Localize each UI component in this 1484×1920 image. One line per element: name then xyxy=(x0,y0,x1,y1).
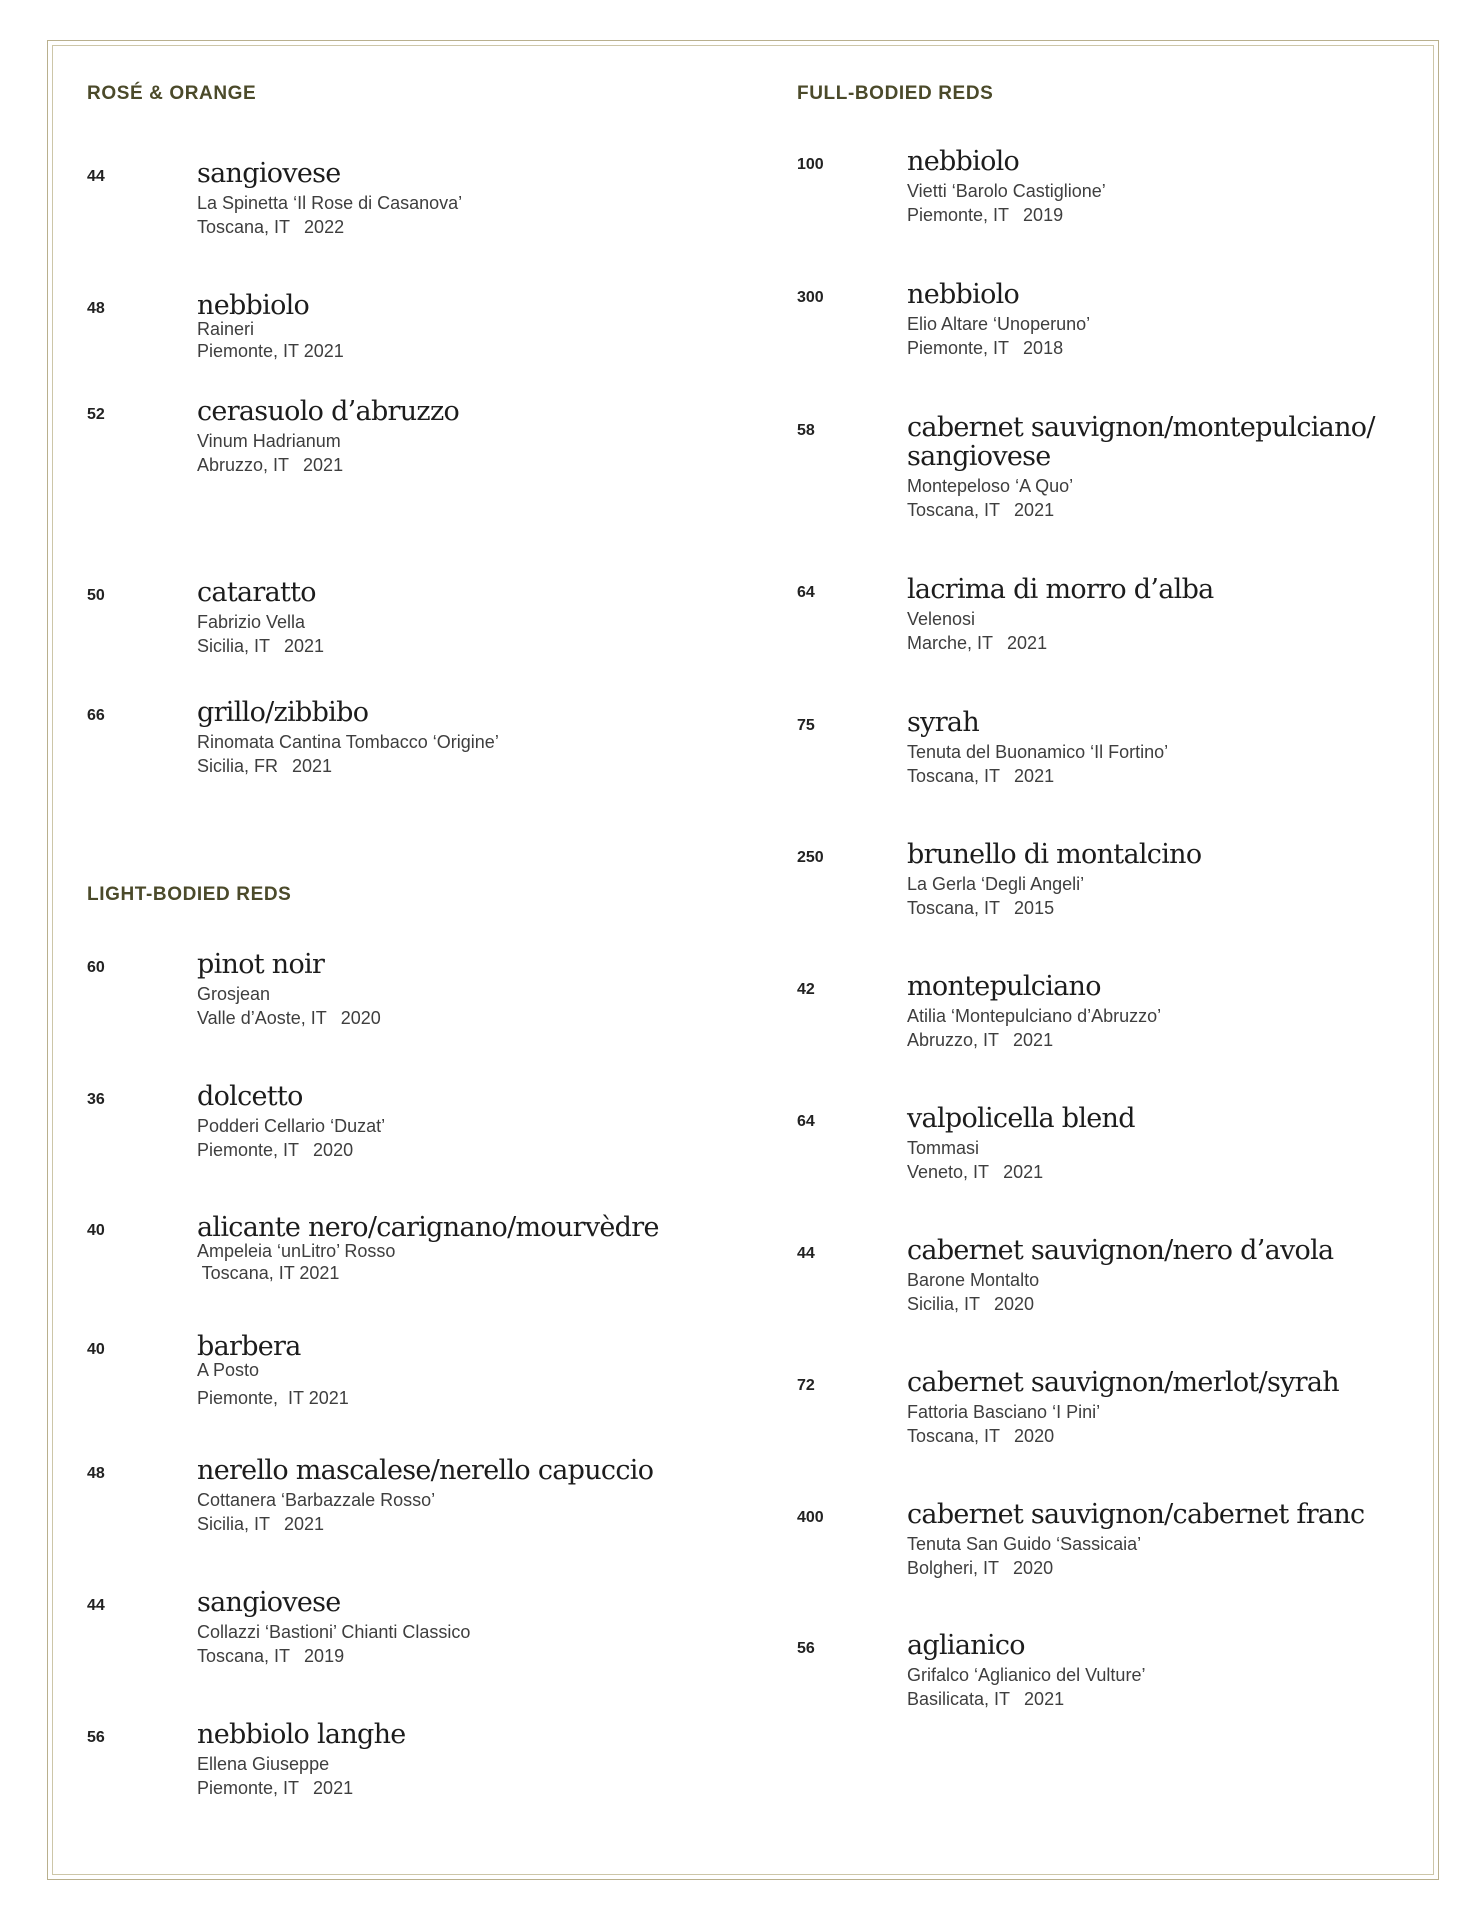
wine-grape: nerello mascalese/nerello capuccio xyxy=(197,1455,654,1486)
wine-origin xyxy=(197,634,727,658)
wine-vintage: 2021 xyxy=(1024,1689,1065,1709)
wine-producer: Grosjean xyxy=(197,984,271,1004)
wine-price: 250 xyxy=(797,849,824,866)
wine-producer: Podderi Cellario ‘Duzat’ xyxy=(197,1116,386,1136)
wine-region: Bolgheri, IT xyxy=(907,1558,1000,1578)
wine-producer: Collazzi ‘Bastioni’ Chianti Classico xyxy=(197,1622,471,1642)
wine-origin xyxy=(197,215,727,239)
wine-grape: grillo/zibbibo xyxy=(197,697,369,728)
wine-price: 60 xyxy=(87,959,105,976)
wine-vintage: 2020 xyxy=(994,1294,1035,1314)
wine-region: Sicilia, IT xyxy=(197,1514,271,1534)
wine-price: 48 xyxy=(87,1465,105,1482)
wine-origin xyxy=(907,631,1397,655)
wine-grape: nebbiolo xyxy=(197,290,310,321)
wine-price: 40 xyxy=(87,1341,105,1358)
wine-region: Abruzzo, IT xyxy=(197,455,290,475)
wine-price: 66 xyxy=(87,707,105,724)
wine-price: 36 xyxy=(87,1091,105,1108)
wine-origin xyxy=(907,1160,1397,1184)
wine-price: 64 xyxy=(797,584,815,601)
wine-grape: cabernet sauvignon/nero d’avola xyxy=(907,1235,1334,1266)
wine-producer: A Posto xyxy=(197,1360,260,1380)
wine-origin: Piemonte, IT 2021 xyxy=(197,1388,349,1408)
wine-price: 400 xyxy=(797,1509,824,1526)
wine-grape: aglianico xyxy=(907,1630,1025,1661)
wine-grape: cataratto xyxy=(197,577,316,608)
wine-origin xyxy=(907,896,1397,920)
wine-vintage: 2021 xyxy=(1014,500,1055,520)
wine-region: Marche, IT xyxy=(907,633,994,653)
wine-region: Sicilia, IT xyxy=(197,636,271,656)
wine-origin xyxy=(197,1776,727,1800)
wine-origin xyxy=(907,1292,1397,1316)
wine-grape: sangiovese xyxy=(197,1587,341,1618)
wine-producer: Ampeleia ‘unLitro’ Rosso xyxy=(197,1241,396,1261)
wine-region: Piemonte, IT xyxy=(907,338,1010,358)
wine-vintage: 2019 xyxy=(1023,205,1064,225)
wine-price: 100 xyxy=(797,156,824,173)
wine-vintage: 2021 xyxy=(1003,1162,1044,1182)
wine-region: Toscana, IT xyxy=(907,500,1001,520)
wine-origin xyxy=(907,764,1397,788)
wine-vintage: 2020 xyxy=(1014,1426,1055,1446)
wine-grape: cerasuolo d’abruzzo xyxy=(197,396,460,427)
wine-producer: Atilia ‘Montepulciano d’Abruzzo’ xyxy=(907,1006,1162,1026)
wine-producer: Vinum Hadrianum xyxy=(197,431,341,451)
wine-vintage: 2020 xyxy=(1013,1558,1054,1578)
wine-vintage: 2021 xyxy=(303,455,344,475)
wine-producer: Elio Altare ‘Unoperuno’ xyxy=(907,314,1091,334)
wine-grape: pinot noir xyxy=(197,949,325,980)
wine-grape: dolcetto xyxy=(197,1081,303,1112)
wine-origin xyxy=(197,754,727,778)
wine-grape: valpolicella blend xyxy=(907,1103,1135,1134)
wine-region: Toscana, IT xyxy=(197,217,291,237)
wine-price: 64 xyxy=(797,1113,815,1130)
wine-price: 75 xyxy=(797,717,815,734)
wine-origin xyxy=(197,1512,727,1536)
wine-grape: cabernet sauvignon/merlot/syrah xyxy=(907,1367,1339,1398)
wine-producer: Raineri xyxy=(197,319,255,339)
wine-region: Piemonte, IT xyxy=(907,205,1010,225)
wine-origin xyxy=(197,1006,727,1030)
wine-vintage: 2021 xyxy=(1013,1030,1054,1050)
wine-origin xyxy=(907,336,1397,360)
wine-vintage: 2021 xyxy=(1014,766,1055,786)
wine-origin xyxy=(907,1028,1397,1052)
section-title-full-reds: FULL-BODIED REDS xyxy=(797,83,994,104)
wine-grape: nebbiolo xyxy=(907,146,1020,177)
wine-grape: nebbiolo xyxy=(907,279,1020,310)
wine-producer: La Gerla ‘Degli Angeli’ xyxy=(907,874,1085,894)
wine-vintage: 2021 xyxy=(1007,633,1048,653)
wine-vintage: 2018 xyxy=(1023,338,1064,358)
wine-vintage: 2020 xyxy=(340,1008,381,1028)
wine-producer: Velenosi xyxy=(907,609,976,629)
wine-vintage: 2021 xyxy=(284,636,325,656)
wine-origin xyxy=(197,453,727,477)
wine-grape: sangiovese xyxy=(197,158,341,189)
wine-origin xyxy=(197,1138,727,1162)
wine-region: Sicilia, FR xyxy=(197,756,279,776)
wine-origin xyxy=(907,1424,1397,1448)
wine-vintage: 2020 xyxy=(313,1140,354,1160)
wine-grape: cabernet sauvignon/cabernet franc xyxy=(907,1499,1365,1530)
wine-region: Valle d’Aoste, IT xyxy=(197,1008,327,1028)
wine-region: Piemonte, IT xyxy=(197,1140,300,1160)
wine-origin xyxy=(907,203,1397,227)
wine-producer: Fattoria Basciano ‘I Pini’ xyxy=(907,1402,1101,1422)
wine-producer: Rinomata Cantina Tombacco ‘Origine’ xyxy=(197,732,499,752)
wine-region: Basilicata, IT xyxy=(907,1689,1011,1709)
wine-grape: montepulciano xyxy=(907,971,1101,1002)
wine-vintage: 2015 xyxy=(1014,898,1055,918)
wine-producer: Vietti ‘Barolo Castiglione’ xyxy=(907,181,1106,201)
wine-grape: brunello di montalcino xyxy=(907,839,1202,870)
wine-producer: Fabrizio Vella xyxy=(197,612,306,632)
wine-vintage: 2021 xyxy=(313,1778,354,1798)
wine-region: Veneto, IT xyxy=(907,1162,990,1182)
wine-producer: Tenuta del Buonamico ‘Il Fortino’ xyxy=(907,742,1169,762)
wine-grape: cabernet sauvignon/montepulciano/ sangiovese xyxy=(907,412,1375,472)
wine-region: Toscana, IT xyxy=(907,766,1001,786)
wine-region: Abruzzo, IT xyxy=(907,1030,1000,1050)
wine-producer: Ellena Giuseppe xyxy=(197,1754,330,1774)
wine-grape: alicante nero/carignano/mourvèdre xyxy=(197,1212,659,1243)
wine-origin xyxy=(907,1556,1397,1580)
wine-origin xyxy=(197,1644,727,1668)
wine-price: 52 xyxy=(87,406,105,423)
wine-origin: Piemonte, IT 2021 xyxy=(197,341,344,361)
wine-price: 50 xyxy=(87,587,105,604)
wine-vintage: 2019 xyxy=(304,1646,345,1666)
wine-region: Toscana, IT xyxy=(907,898,1001,918)
section-title-light-reds: LIGHT-BODIED REDS xyxy=(87,884,292,905)
section-title-rose-orange: ROSÉ & ORANGE xyxy=(87,83,257,104)
wine-producer: Grifalco ‘Aglianico del Vulture’ xyxy=(907,1665,1146,1685)
wine-price: 44 xyxy=(87,1597,105,1614)
wine-grape: nebbiolo langhe xyxy=(197,1719,406,1750)
wine-region: Toscana, IT xyxy=(907,1426,1001,1446)
wine-region: Sicilia, IT xyxy=(907,1294,981,1314)
wine-price: 44 xyxy=(87,168,105,185)
wine-price: 72 xyxy=(797,1377,815,1394)
wine-price: 40 xyxy=(87,1222,105,1239)
wine-price: 48 xyxy=(87,300,105,317)
wine-origin: Toscana, IT 2021 xyxy=(197,1263,340,1283)
wine-price: 56 xyxy=(797,1640,815,1657)
wine-price: 58 xyxy=(797,422,815,439)
wine-grape: syrah xyxy=(907,707,980,738)
wine-producer: La Spinetta ‘Il Rose di Casanova’ xyxy=(197,193,463,213)
wine-producer: Barone Montalto xyxy=(907,1270,1040,1290)
wine-producer: Montepeloso ‘A Quo’ xyxy=(907,476,1074,496)
wine-vintage: 2021 xyxy=(292,756,333,776)
wine-grape: barbera xyxy=(197,1331,301,1362)
wine-price: 56 xyxy=(87,1729,105,1746)
wine-producer: Cottanera ‘Barbazzale Rosso’ xyxy=(197,1490,436,1510)
wine-producer: Tenuta San Guido ‘Sassicaia’ xyxy=(907,1534,1142,1554)
wine-grape: lacrima di morro d’alba xyxy=(907,574,1214,605)
wine-origin xyxy=(907,498,1397,522)
wine-price: 44 xyxy=(797,1245,815,1262)
wine-producer: Tommasi xyxy=(907,1138,980,1158)
wine-price: 300 xyxy=(797,289,824,306)
wine-region: Toscana, IT xyxy=(197,1646,291,1666)
wine-region: Piemonte, IT xyxy=(197,1778,300,1798)
wine-price: 42 xyxy=(797,981,815,998)
wine-vintage: 2021 xyxy=(284,1514,325,1534)
wine-vintage: 2022 xyxy=(304,217,345,237)
wine-origin xyxy=(907,1687,1397,1711)
